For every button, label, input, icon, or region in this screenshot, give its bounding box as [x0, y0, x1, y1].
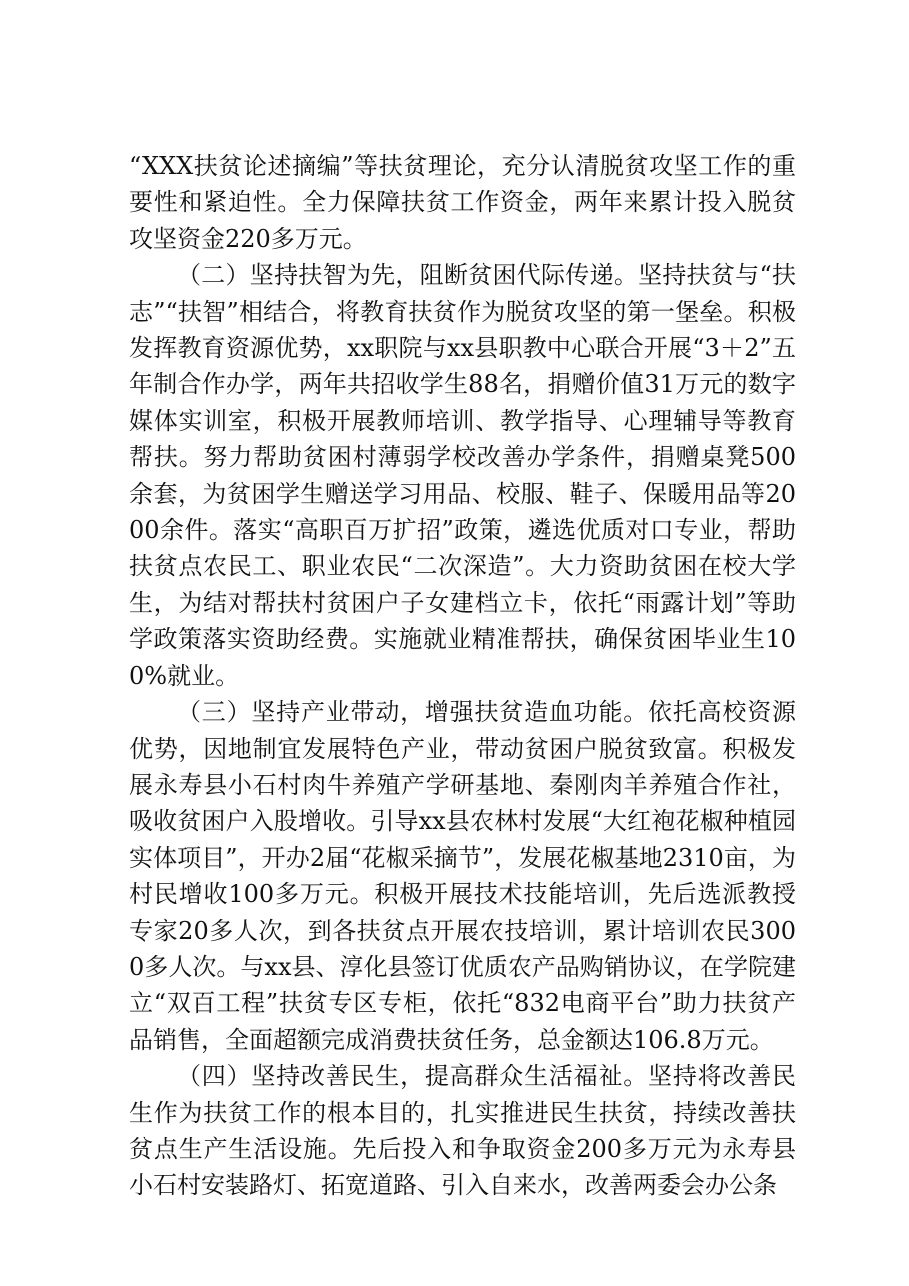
paragraph-continuation: “XXX扶贫论述摘编”等扶贫理论，充分认清脱贫攻坚工作的重要性和紧迫性。全力保障扶贫工作资金，两年来累计投入脱贫攻坚资金220多万元。: [129, 152, 796, 253]
paragraph-section-2: （二）坚持扶智为先，阻断贫困代际传递。坚持扶贫与“扶志”“扶智”相结合，将教育扶贫作为脱贫攻坚的第一堡垒。积极发挥教育资源优势，xx职院与xx县职教中心联合开展“3＋2”五年制合作办学，两年共招收学生88名，捐赠价值31万元的数字媒体实训室，积极开展教师培训、教学指导、心理辅导等教育帮扶。努力帮助贫困村薄弱学校改善办学条件，捐赠桌凳500余套，为贫困学生赠送学习用品、校服、鞋子、保暖用品等2000余件。落实“高职百万扩招”政策，遴选优质对口专业，帮助扶贫点农民工、职业农民“二次深造”。大力资助贫困在校大学生，为结对帮扶村贫困户子女建档立卡，依托“雨露计划”等助学政策落实资助经费。实施就业精准帮扶，确保贫困毕业生100%就业。: [129, 261, 796, 690]
paragraph-section-4: （四）坚持改善民生，提高群众生活福祉。坚持将改善民生作为扶贫工作的根本目的，扎实推进民生扶贫，持续改善扶贫点生产生活设施。先后投入和争取资金200多万元为永寿县小石村安装路灯、拓宽道路、引入自来水，改善两委会办公条: [129, 1062, 796, 1200]
body-text: [129, 148, 796, 1204]
paragraph-section-3: （三）坚持产业带动，增强扶贫造血功能。依托高校资源优势，因地制宜发展特色产业，带动贫困户脱贫致富。积极发展永寿县小石村肉牛养殖产学研基地、秦刚肉羊养殖合作社，吸收贫困户入股增收。引导xx县农林村发展“大红袍花椒种植园实体项目”，开办2届“花椒采摘节”，发展花椒基地2310亩，为村民增收100多万元。积极开展技术技能培训，先后选派教授专家20多人次，到各扶贫点开展农技培训，累计培训农民3000多人次。与xx县、淳化县签订优质农产品购销协议，在学院建立“双百工程”扶贫专区专柜，依托“832电商平台”助力扶贫产品销售，全面超额完成消费扶贫任务，总金额达106.8万元。: [129, 698, 796, 1054]
